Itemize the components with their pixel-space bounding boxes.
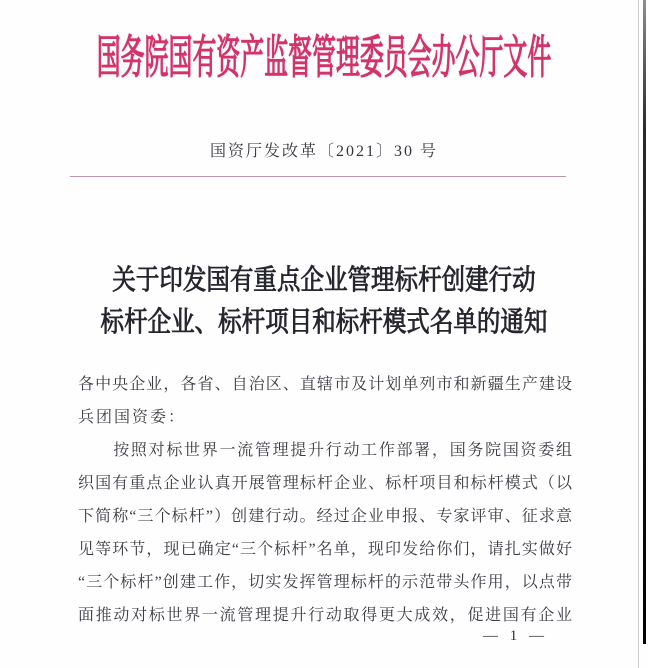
body-line: 下简称“三个标杆”）创建行动。经过企业申报、专家评审、征求意	[78, 508, 572, 525]
body-line: 织国有重点企业认真开展管理标杆企业、标杆项目和标杆模式（以	[78, 475, 572, 492]
document-title	[0, 260, 648, 344]
doc-reference-number: 国资厅发改革〔2021〕30 号	[209, 143, 438, 160]
document-title-line-2: 标杆企业、标杆项目和标杆模式名单的通知	[100, 307, 548, 338]
body-line: “三个标杆”创建工作，切实发挥管理标杆的示范带头作用，以点带	[78, 574, 572, 591]
page-number: — 1 —	[483, 628, 548, 644]
body-line: 兵团国资委：	[78, 409, 187, 426]
body-line: 各中央企业，各省、自治区、直辖市及计划单列市和新疆生产建设	[78, 376, 572, 393]
body-line: 按照对标世界一流管理提升行动工作部署，国务院国资委组	[113, 442, 572, 459]
red-divider-line	[70, 176, 566, 177]
body-line: 面推动对标世界一流管理提升行动取得更大成效，促进国有企业	[78, 607, 572, 624]
document-body	[78, 368, 572, 632]
body-line: 见等环节，现已确定“三个标杆”名单，现印发给你们，请扎实做好	[78, 541, 572, 558]
document-letterhead	[0, 20, 648, 88]
letterhead-title: 国务院国有资产监督管理委员会办公厅文件	[96, 32, 552, 83]
document-title-line-1: 关于印发国有重点企业管理标杆创建行动	[112, 265, 536, 296]
